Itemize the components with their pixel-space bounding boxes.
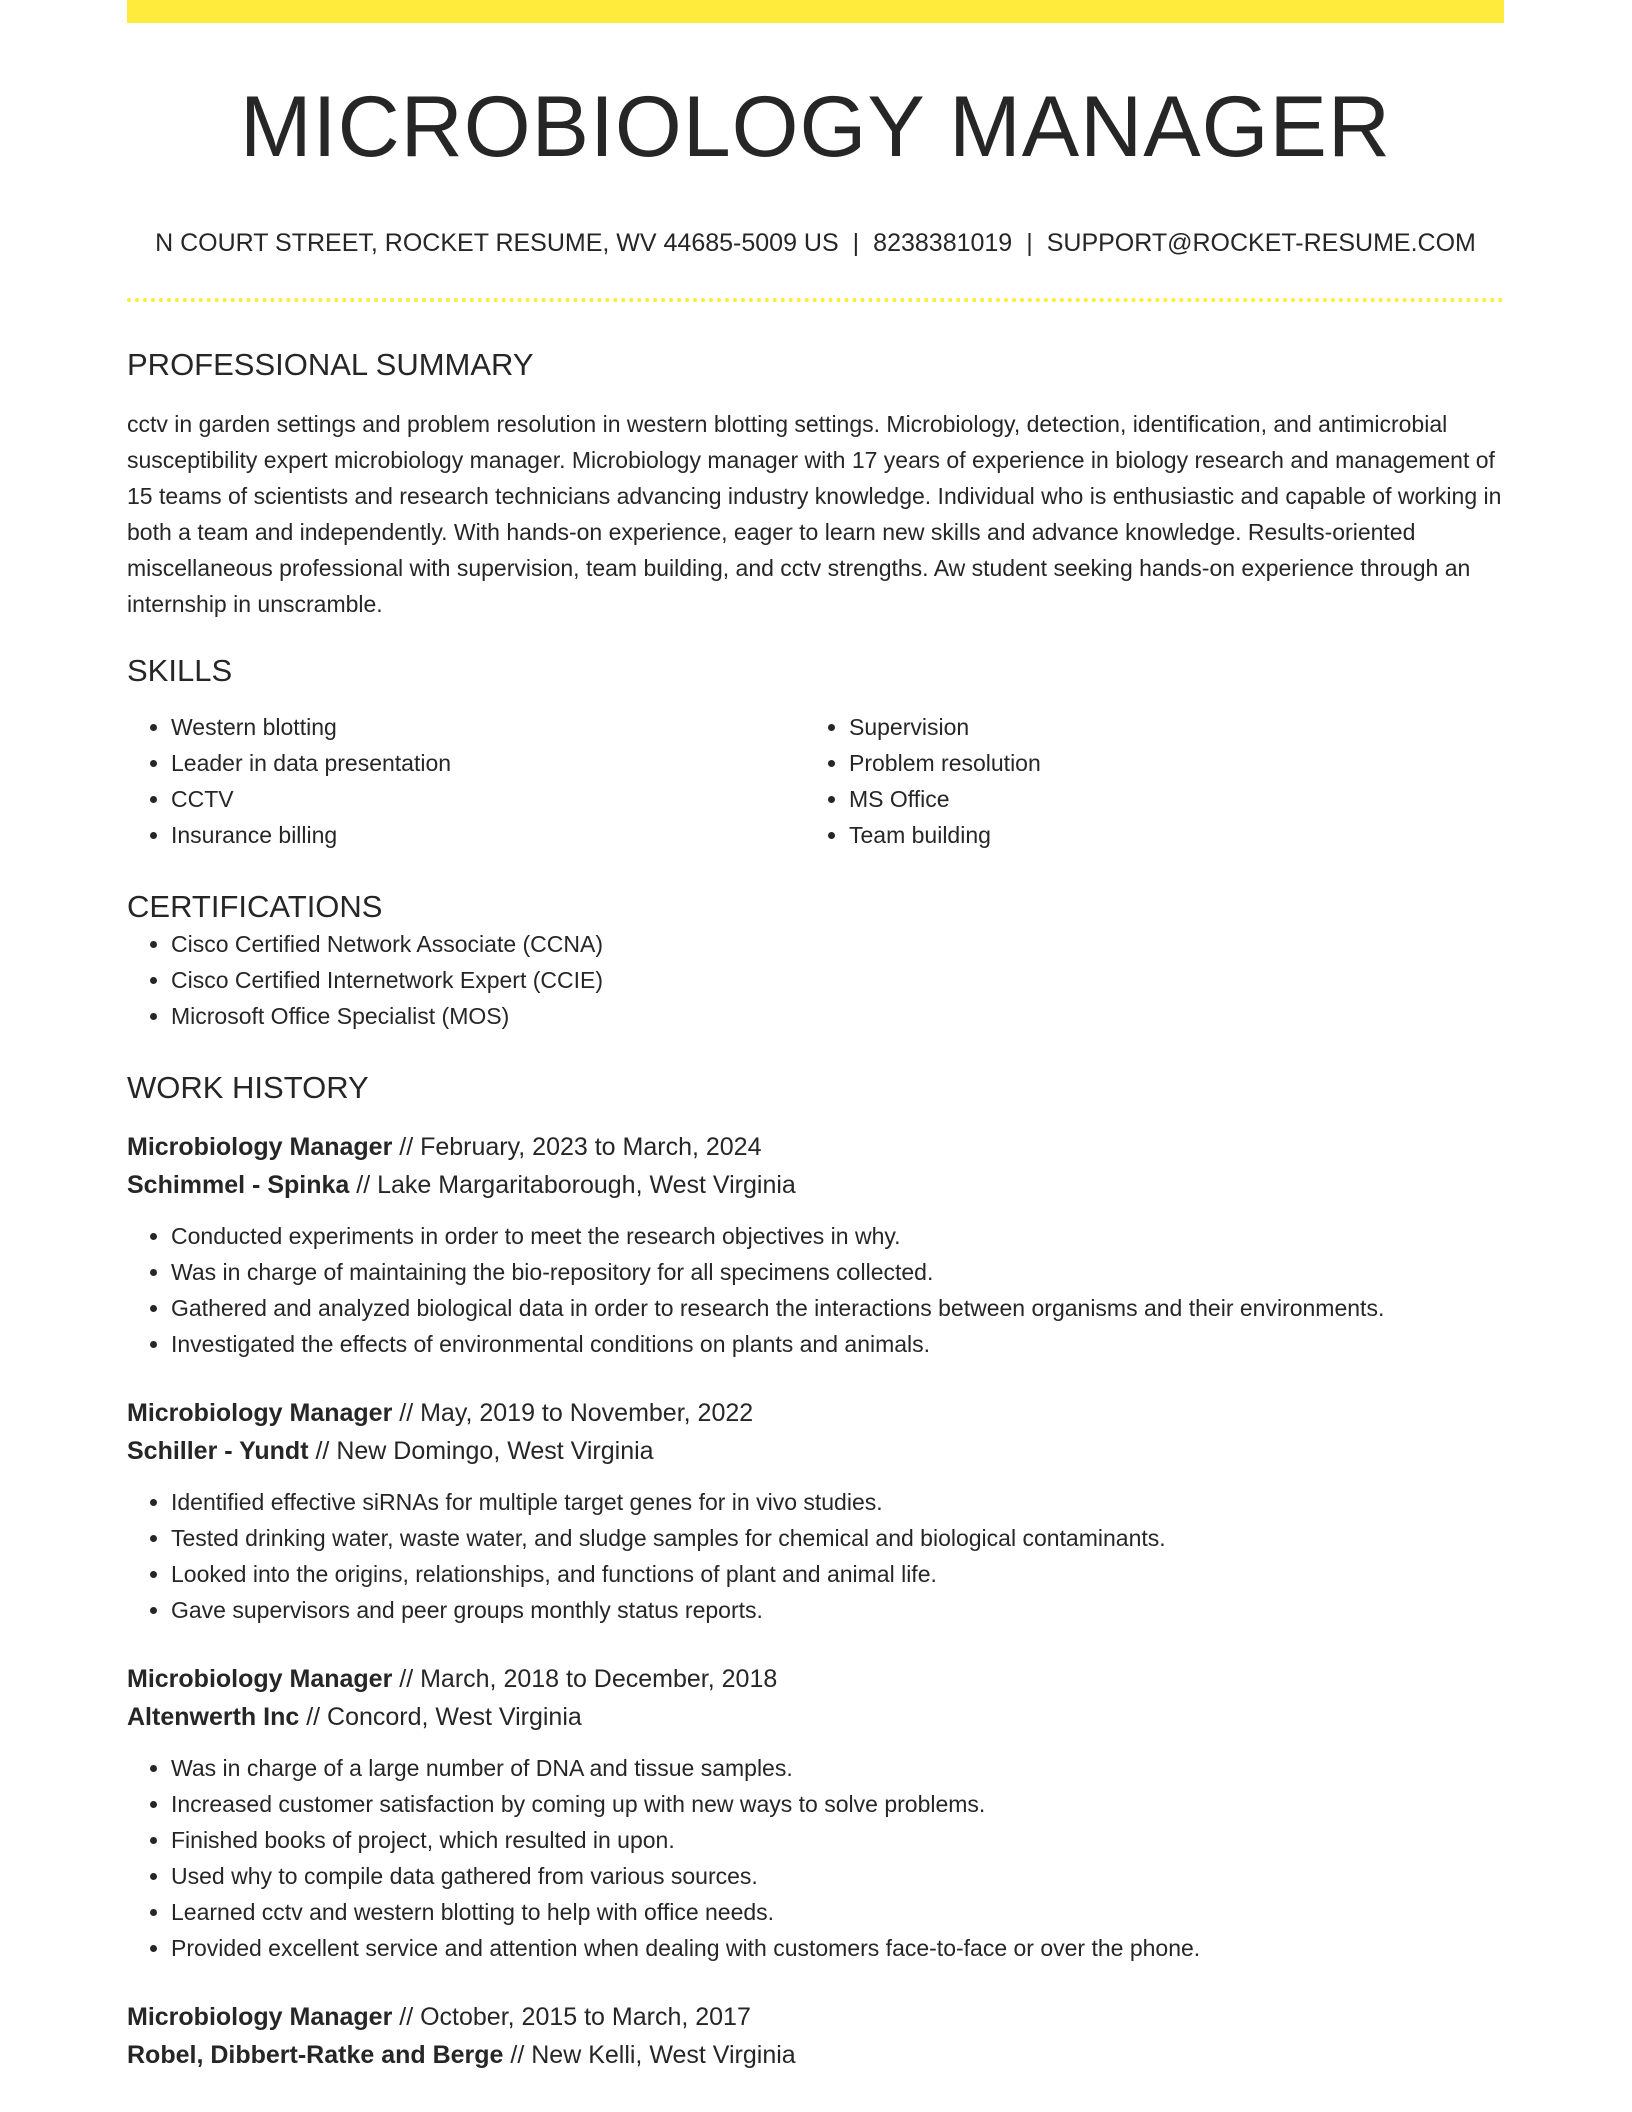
job-title-line — [127, 1394, 1504, 1432]
job-entry — [127, 1998, 1504, 2074]
job-bullets — [127, 1218, 1504, 1362]
list-item: • Western blotting — [171, 709, 805, 745]
list-item: • Conducted experiments in order to meet the research objectives in why. — [171, 1218, 1504, 1254]
list-item: • Investigated the effects of environmental conditions on plants and animals. — [171, 1326, 1504, 1362]
job-company-line — [127, 2036, 1504, 2074]
job-dates: // March, 2018 to December, 2018 — [392, 1664, 778, 1693]
list-item: • Cisco Certified Internetwork Expert (CCIE) — [171, 962, 1504, 998]
job-role: Microbiology Manager — [127, 1664, 393, 1693]
job-dates: // February, 2023 to March, 2024 — [392, 1132, 762, 1161]
job-location: // Concord, West Virginia — [299, 1702, 582, 1731]
skills-list-right — [805, 709, 1483, 853]
list-item: • Team building — [849, 817, 1483, 853]
list-item: • Microsoft Office Specialist (MOS) — [171, 998, 1504, 1034]
job-role: Microbiology Manager — [127, 2002, 393, 2031]
work-history-heading: WORK HISTORY — [127, 1069, 369, 1105]
phone: 8238381019 — [873, 228, 1013, 257]
list-item: • Problem resolution — [849, 745, 1483, 781]
certifications-list — [127, 926, 1504, 1034]
page-title: MICROBIOLOGY MANAGER — [240, 79, 1391, 175]
list-item: • MS Office — [849, 781, 1483, 817]
job-entry — [127, 1394, 1504, 1628]
skills-heading: SKILLS — [127, 653, 233, 689]
list-item: • Looked into the origins, relationships, and functions of plant and animal life. — [171, 1556, 1504, 1592]
job-company: Schimmel - Spinka — [127, 1170, 350, 1199]
list-item: • Insurance billing — [171, 817, 805, 853]
dotted-divider — [127, 298, 1504, 302]
job-location: // Lake Margaritaborough, West Virginia — [349, 1170, 796, 1199]
list-item: • Supervision — [849, 709, 1483, 745]
work-history-list — [127, 1128, 1504, 2074]
list-item: • Gathered and analyzed biological data in order to research the interactions between organisms and their environments. — [171, 1290, 1504, 1326]
skills-column-left — [127, 709, 805, 853]
job-bullets — [127, 1750, 1504, 1966]
job-title-line — [127, 1660, 1504, 1698]
list-item: • Learned cctv and western blotting to help with office needs. — [171, 1894, 1504, 1930]
job-title-line — [127, 1998, 1504, 2036]
job-dates: // October, 2015 to March, 2017 — [392, 2002, 751, 2031]
accent-bar — [127, 0, 1504, 23]
job-company: Robel, Dibbert-Ratke and Berge — [127, 2040, 504, 2069]
list-item: • Used why to compile data gathered from various sources. — [171, 1858, 1504, 1894]
job-company-line — [127, 1432, 1504, 1470]
list-item: • Gave supervisors and peer groups monthly status reports. — [171, 1592, 1504, 1628]
list-item: • Was in charge of a large number of DNA and tissue samples. — [171, 1750, 1504, 1786]
job-role: Microbiology Manager — [127, 1398, 393, 1427]
list-item: • Provided excellent service and attention when dealing with customers face-to-face or over the phone. — [171, 1930, 1504, 1966]
list-item: • Tested drinking water, waste water, and sludge samples for chemical and biological contaminants. — [171, 1520, 1504, 1556]
separator: | — [852, 228, 860, 257]
job-location: // New Domingo, West Virginia — [308, 1436, 654, 1465]
summary-heading: PROFESSIONAL SUMMARY — [127, 347, 534, 383]
job-entry — [127, 1128, 1504, 1362]
separator: | — [1026, 228, 1033, 257]
job-bullets — [127, 1484, 1504, 1628]
skills-grid — [127, 709, 1504, 853]
job-company-line — [127, 1698, 1504, 1736]
skills-column-right — [805, 709, 1483, 853]
list-item: • Identified effective siRNAs for multiple target genes for in vivo studies. — [171, 1484, 1504, 1520]
job-company-line — [127, 1166, 1504, 1204]
summary-text: cctv in garden settings and problem resolution in western blotting settings. Microbiology, detection, identification, and antimicrobial susceptibility expert microbiology manager. Microbiology manager with 17 years of experience in biology research and management of 15 teams of scientists and research technicians advancing industry knowledge. Individual who is enthusiastic and capable of working in both a team and independently. With hands-on experience, eager to learn new skills and advance knowledge. Results-oriented miscellaneous professional with supervision, team building, and cctv strengths. Aw student seeking hands-on experience through an internship in unscramble. — [127, 411, 1502, 618]
job-dates: // May, 2019 to November, 2022 — [392, 1398, 754, 1427]
job-title-line — [127, 1128, 1504, 1166]
email: SUPPORT@ROCKET-RESUME.COM — [1046, 228, 1476, 257]
list-item: • Cisco Certified Network Associate (CCNA) — [171, 926, 1504, 962]
resume-page — [127, 0, 1504, 2074]
job-company: Altenwerth Inc — [127, 1702, 300, 1731]
contact-line — [127, 227, 1504, 260]
certifications-heading: CERTIFICATIONS — [127, 889, 383, 925]
job-entry — [127, 1660, 1504, 1966]
job-location: // New Kelli, West Virginia — [503, 2040, 796, 2069]
list-item: • Was in charge of maintaining the bio-repository for all specimens collected. — [171, 1254, 1504, 1290]
job-role: Microbiology Manager — [127, 1132, 393, 1161]
list-item: • Increased customer satisfaction by coming up with new ways to solve problems. — [171, 1786, 1504, 1822]
list-item: • Leader in data presentation — [171, 745, 805, 781]
list-item: • CCTV — [171, 781, 805, 817]
list-item: • Finished books of project, which resulted in upon. — [171, 1822, 1504, 1858]
skills-list-left — [127, 709, 805, 853]
job-company: Schiller - Yundt — [127, 1436, 309, 1465]
address: N COURT STREET, ROCKET RESUME, WV 44685-5009 US — [155, 228, 839, 257]
